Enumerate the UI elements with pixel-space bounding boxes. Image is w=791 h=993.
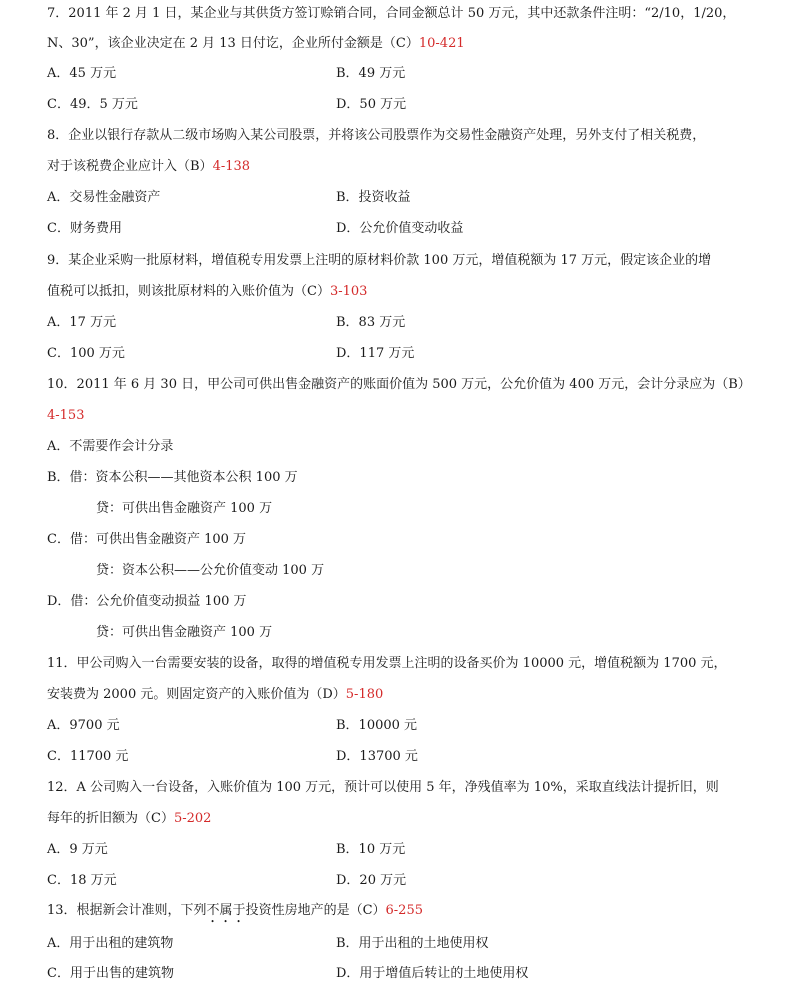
question-9-reference: 3-103 <box>329 284 368 299</box>
question-8-option-b: B．投资收益 <box>336 190 411 205</box>
question-8-option-c: C．财务费用 <box>47 221 122 236</box>
question-8-reference: 4-138 <box>212 159 251 174</box>
question-10-option-a: A．不需要作会计分录 <box>47 439 174 454</box>
question-7-option-d: D．50 万元 <box>336 97 407 112</box>
question-7-option-c: C．49．5 万元 <box>47 97 138 112</box>
question-13-reference: 6-255 <box>385 903 423 918</box>
question-9-stem-line2 <box>47 283 367 301</box>
question-7-stem-text: N、30”，该企业决定在 2 月 13 日付讫，企业所付金额是（C） <box>47 36 419 51</box>
question-9-option-d: D．117 万元 <box>336 346 415 361</box>
question-11-stem-text: 安装费为 2000 元。则固定资产的入账价值为（D） <box>47 687 346 702</box>
question-9-option-c: C．100 万元 <box>47 346 125 361</box>
question-7-option-b: B．49 万元 <box>336 66 406 81</box>
question-13-option-a: A．用于出租的建筑物 <box>47 936 174 951</box>
question-10-option-c-debit: C．借：可供出售金融资产 100 万 <box>47 532 247 547</box>
question-11-stem-line1: 11．甲公司购入一台需要安装的设备，取得的增值税专用发票上注明的设备买价为 10000 元，增值税额为 1700 元， <box>47 656 727 671</box>
question-9-stem-line1: 9．某企业采购一批原材料，增值税专用发票上注明的原材料价款 100 万元，增值税额为 17 万元，假定该企业的增 <box>47 253 712 268</box>
question-10-option-d-debit: D．借：公允价值变动损益 100 万 <box>47 594 247 609</box>
question-13-option-c: C．用于出售的建筑物 <box>47 966 174 981</box>
question-13-stem-pre: 13．根据新会计准则，下列 <box>47 903 207 918</box>
question-12-option-d: D．20 万元 <box>336 873 407 888</box>
question-11-option-a: A．9700 元 <box>47 718 120 733</box>
question-11-option-d: D．13700 元 <box>336 749 418 764</box>
question-7-stem-line1: 7．2011 年 2 月 1 日，某企业与其供货方签订赊销合同，合同金额总计 50 万元，其中还款条件注明：“2/10，1/20， <box>47 6 736 21</box>
question-8-option-d: D．公允价值变动收益 <box>336 221 464 236</box>
question-12-stem-line1: 12．A 公司购入一台设备，入账价值为 100 万元，预计可以使用 5 年，净残值率为 10%，采取直线法计提折旧，则 <box>47 780 719 795</box>
question-11-reference: 5-180 <box>345 687 384 702</box>
question-12-reference: 5-202 <box>173 811 212 826</box>
question-10-option-b-debit: B．借：资本公积——其他资本公积 100 万 <box>47 470 298 485</box>
question-10-stem-line1: 10．2011 年 6 月 30 日，甲公司可供出售金融资产的账面价值为 500 万元，公允价值为 400 万元，会计分录应为（B） <box>47 377 751 392</box>
question-13-option-d: D．用于增值后转让的土地使用权 <box>336 966 529 981</box>
question-13-stem-post: 投资性房地产的是（C） <box>245 903 386 918</box>
question-12-stem-text: 每年的折旧额为（C） <box>47 811 174 826</box>
question-7-reference: 10-421 <box>418 36 465 51</box>
question-7-option-a: A．45 万元 <box>47 66 117 81</box>
question-11-option-c: C．11700 元 <box>47 749 129 764</box>
question-8-option-a: A．交易性金融资产 <box>47 190 161 205</box>
question-13-emphasis: 不属于 <box>206 903 246 918</box>
question-10-option-c-credit: 贷：资本公积——公允价值变动 100 万 <box>96 563 325 578</box>
question-13-stem-line1 <box>47 902 423 926</box>
question-8-stem-line1: 8．企业以银行存款从二级市场购入某公司股票，并将该公司股票作为交易性金融资产处理，另外支付了相关税费， <box>47 128 706 143</box>
question-10-option-d-credit: 贷：可供出售金融资产 100 万 <box>96 625 273 640</box>
question-8-stem-text: 对于该税费企业应计入（B） <box>47 159 213 174</box>
question-12-option-b: B．10 万元 <box>336 842 406 857</box>
question-12-stem-line2 <box>47 810 211 828</box>
question-9-stem-text: 值税可以抵扣，则该批原材料的入账价值为（C） <box>47 284 330 299</box>
question-7-stem-line2 <box>47 35 465 53</box>
question-12-option-c: C．18 万元 <box>47 873 117 888</box>
question-9-option-b: B．83 万元 <box>336 315 406 330</box>
question-10-option-b-credit: 贷：可供出售金融资产 100 万 <box>96 501 273 516</box>
question-11-stem-line2 <box>47 686 383 704</box>
question-12-option-a: A．9 万元 <box>47 842 108 857</box>
question-11-option-b: B．10000 元 <box>336 718 418 733</box>
question-10-reference: 4-153 <box>47 408 85 423</box>
question-9-option-a: A．17 万元 <box>47 315 117 330</box>
question-8-stem-line2 <box>47 158 250 176</box>
question-13-option-b: B．用于出租的土地使用权 <box>336 936 489 951</box>
